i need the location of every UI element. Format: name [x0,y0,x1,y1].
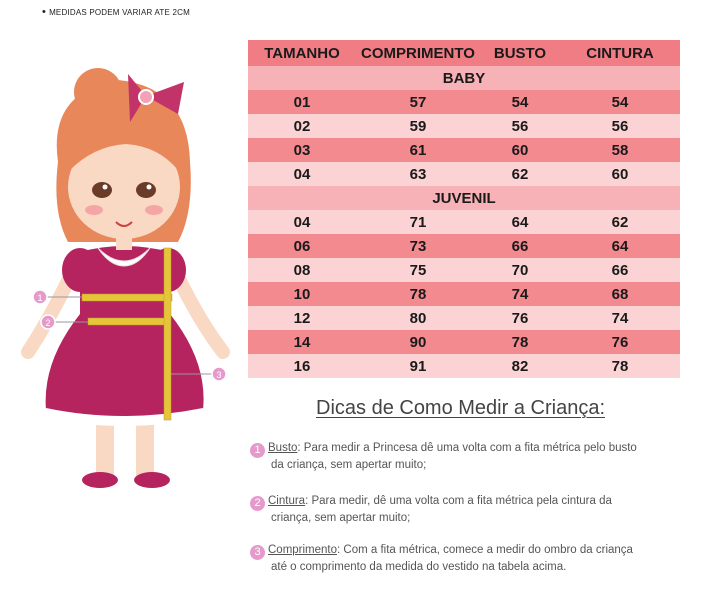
cell-bust: 74 [480,282,560,306]
size-table [248,40,680,378]
number-1-icon: 1 [250,443,265,458]
cell-length: 75 [356,258,480,282]
right-cheek [145,205,163,215]
cell-waist: 68 [560,282,680,306]
cell-bust: 60 [480,138,560,162]
note-text: MEDIDAS PODEM VARIAR ATE 2CM [49,8,190,17]
tip-text-line2: até o comprimento da medida do vestido na tabela acima. [271,561,567,573]
marker-1-label: 1 [37,293,43,303]
tip-bust [250,441,700,472]
cell-bust: 62 [480,162,560,186]
marker-2-icon [41,315,55,329]
cell-bust: 56 [480,114,560,138]
table-row [248,330,680,354]
right-leg [136,417,154,477]
number-3-icon: 3 [250,545,265,560]
cell-size: 06 [248,234,356,258]
table-row [248,162,680,186]
tip-text-line2: da criança, sem apertar muito; [271,459,427,471]
left-sleeve [62,248,98,292]
cell-bust: 64 [480,210,560,234]
header-bust: BUSTO [480,40,560,66]
left-shoe [82,472,118,488]
tip-text: : Com a fita métrica, comece a medir do ombro da criança [337,544,633,556]
section-row-baby [248,66,680,90]
cell-length: 61 [356,138,480,162]
marker-3-label: 3 [216,370,222,380]
table-row [248,90,680,114]
measurement-note: • MEDIDAS PODEM VARIAR ATE 2CM [42,6,190,18]
marker-1-icon [33,290,47,304]
cell-waist: 64 [560,234,680,258]
hair-bun [74,68,122,116]
cell-size: 04 [248,210,356,234]
number-2-icon: 2 [250,496,265,511]
table-row [248,354,680,378]
tip-text: : Para medir, dê uma volta com a fita métrica pela cintura da [305,495,612,507]
cell-bust: 54 [480,90,560,114]
table-row [248,258,680,282]
cell-bust: 76 [480,306,560,330]
cell-length: 91 [356,354,480,378]
table-row [248,210,680,234]
section-row-juvenil [248,186,680,210]
girl-illustration [18,52,238,502]
tip-term: Comprimento [268,544,338,556]
table-row [248,234,680,258]
tip-text-line2: criança, sem apertar muito; [271,512,411,524]
left-leg [96,417,114,477]
left-cheek [85,205,103,215]
table-row [248,306,680,330]
cell-length: 57 [356,90,480,114]
cell-length: 73 [356,234,480,258]
cell-size: 12 [248,306,356,330]
cell-size: 14 [248,330,356,354]
tip-length [250,543,700,574]
right-eye [136,182,156,198]
cell-size: 16 [248,354,356,378]
header-size: TAMANHO [248,40,356,66]
cell-size: 04 [248,162,356,186]
cell-waist: 78 [560,354,680,378]
cell-waist: 66 [560,258,680,282]
cell-bust: 66 [480,234,560,258]
tip-term: Busto [268,442,298,454]
cell-length: 63 [356,162,480,186]
table-row [248,282,680,306]
table-row [248,138,680,162]
header-length: COMPRIMENTO [356,40,480,66]
cell-waist: 74 [560,306,680,330]
cell-waist: 62 [560,210,680,234]
cell-size: 08 [248,258,356,282]
section-title: BABY [248,66,680,90]
cell-waist: 60 [560,162,680,186]
table-row [248,114,680,138]
bust-tape [82,294,172,301]
tips-title: Dicas de Como Medir a Criança: [316,397,605,419]
cell-size: 02 [248,114,356,138]
cell-length: 71 [356,210,480,234]
header-waist: CINTURA [560,40,680,66]
length-tape [164,248,171,420]
cell-waist: 76 [560,330,680,354]
cell-size: 01 [248,90,356,114]
tip-waist [250,494,700,525]
left-eye [92,182,112,198]
cell-length: 90 [356,330,480,354]
cell-waist: 56 [560,114,680,138]
table-header-row [248,40,680,66]
tip-text: : Para medir a Princesa dê uma volta com a fita métrica pelo busto [297,442,637,454]
cell-bust: 78 [480,330,560,354]
cell-waist: 54 [560,90,680,114]
bow-center [139,90,153,104]
tip-term: Cintura [268,495,306,507]
cell-length: 59 [356,114,480,138]
cell-waist: 58 [560,138,680,162]
marker-3-icon [212,367,226,381]
waist-tape [88,318,166,325]
cell-length: 78 [356,282,480,306]
cell-bust: 70 [480,258,560,282]
cell-size: 10 [248,282,356,306]
right-shoe [134,472,170,488]
cell-length: 80 [356,306,480,330]
section-title: JUVENIL [248,186,680,210]
marker-2-label: 2 [45,318,51,328]
cell-size: 03 [248,138,356,162]
cell-bust: 82 [480,354,560,378]
